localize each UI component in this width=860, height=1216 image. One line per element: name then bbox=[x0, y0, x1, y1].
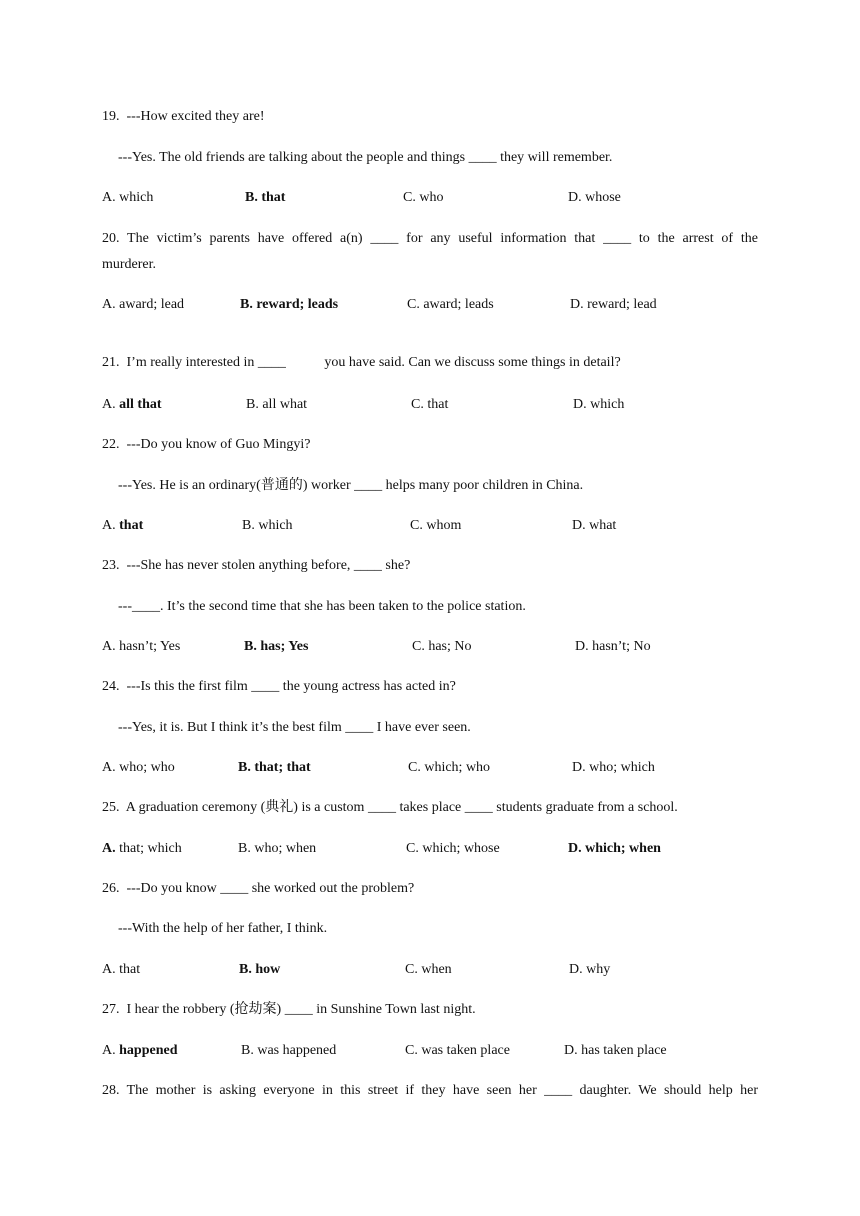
question-23-option-d: D. hasn’t; No bbox=[575, 639, 651, 654]
question-21-option-c: C. that bbox=[411, 397, 449, 412]
question-26-line: ---With the help of her father, I think. bbox=[118, 921, 328, 936]
question-20-option-a: A. award; lead bbox=[102, 297, 185, 312]
question-26-option-a: A. that bbox=[102, 962, 141, 977]
question-19-stem: 19. ---How excited they are! bbox=[102, 109, 265, 124]
question-28-stem: 28. The mother is asking everyone in this street if they have seen her ____ daughter. We should help her bbox=[102, 1083, 758, 1098]
question-20-option-c: C. award; leads bbox=[407, 297, 494, 312]
question-22-option-c: C. whom bbox=[410, 518, 462, 533]
question-26-option-b: B. how bbox=[239, 962, 281, 977]
question-22-line: ---Yes. He is an ordinary(普通的) worker ____ helps many poor children in China. bbox=[118, 478, 584, 493]
question-23-stem: 23. ---She has never stolen anything before, ____ she? bbox=[102, 558, 411, 573]
question-24-option-d: D. who; which bbox=[572, 760, 655, 775]
question-21-option-b: B. all what bbox=[246, 397, 308, 412]
question-27-option-b: B. was happened bbox=[241, 1043, 337, 1058]
question-25-option-b: B. who; when bbox=[238, 841, 317, 856]
question-19-option-b: B. that bbox=[245, 190, 286, 205]
question-25-stem: 25. A graduation ceremony (典礼) is a custom ____ takes place ____ students graduate from a school. bbox=[102, 800, 678, 815]
question-27-option-a: A. happened bbox=[102, 1043, 178, 1058]
question-22-option-b: B. which bbox=[242, 518, 293, 533]
question-19-option-d: D. whose bbox=[568, 190, 621, 205]
question-20-continuation: murderer. bbox=[102, 257, 157, 272]
question-23-line: ---____. It’s the second time that she has been taken to the police station. bbox=[118, 599, 526, 614]
question-20-option-b: B. reward; leads bbox=[240, 297, 339, 312]
question-23-option-c: C. has; No bbox=[412, 639, 472, 654]
question-24-option-a: A. who; who bbox=[102, 760, 175, 775]
question-26-option-d: D. why bbox=[569, 962, 611, 977]
question-27-option-d: D. has taken place bbox=[564, 1043, 667, 1058]
question-26-stem: 26. ---Do you know ____ she worked out the problem? bbox=[102, 881, 415, 896]
question-25-option-c: C. which; whose bbox=[406, 841, 500, 856]
question-24-line: ---Yes, it is. But I think it’s the best film ____ I have ever seen. bbox=[118, 720, 471, 735]
question-23-option-b: B. has; Yes bbox=[244, 639, 309, 654]
question-24-stem: 24. ---Is this the first film ____ the young actress has acted in? bbox=[102, 679, 456, 694]
question-21-option-d: D. which bbox=[573, 397, 625, 412]
question-22-option-a: A. that bbox=[102, 518, 144, 533]
question-19-option-a: A. which bbox=[102, 190, 154, 205]
question-21-option-a: A. all that bbox=[102, 397, 162, 412]
question-27-stem: 27. I hear the robbery (抢劫案) ____ in Sunshine Town last night. bbox=[102, 1002, 476, 1017]
question-27-option-c: C. was taken place bbox=[405, 1043, 510, 1058]
question-24-option-c: C. which; who bbox=[408, 760, 491, 775]
question-20-stem: 20. The victim’s parents have offered a(n) ____ for any useful information that ____ to the arrest of the bbox=[102, 231, 758, 246]
question-21-stem: 21. I’m really interested in ____ you have said. Can we discuss some things in detail? bbox=[102, 355, 621, 370]
question-26-option-c: C. when bbox=[405, 962, 452, 977]
question-19-option-c: C. who bbox=[403, 190, 444, 205]
question-22-option-d: D. what bbox=[572, 518, 617, 533]
question-20-option-d: D. reward; lead bbox=[570, 297, 657, 312]
question-25-option-d: D. which; when bbox=[568, 841, 661, 856]
question-25-option-a: A. that; which bbox=[102, 841, 182, 856]
question-19-line: ---Yes. The old friends are talking about the people and things ____ they will remember. bbox=[118, 150, 613, 165]
question-23-option-a: A. hasn’t; Yes bbox=[102, 639, 181, 654]
question-24-option-b: B. that; that bbox=[238, 760, 311, 775]
question-22-stem: 22. ---Do you know of Guo Mingyi? bbox=[102, 437, 311, 452]
